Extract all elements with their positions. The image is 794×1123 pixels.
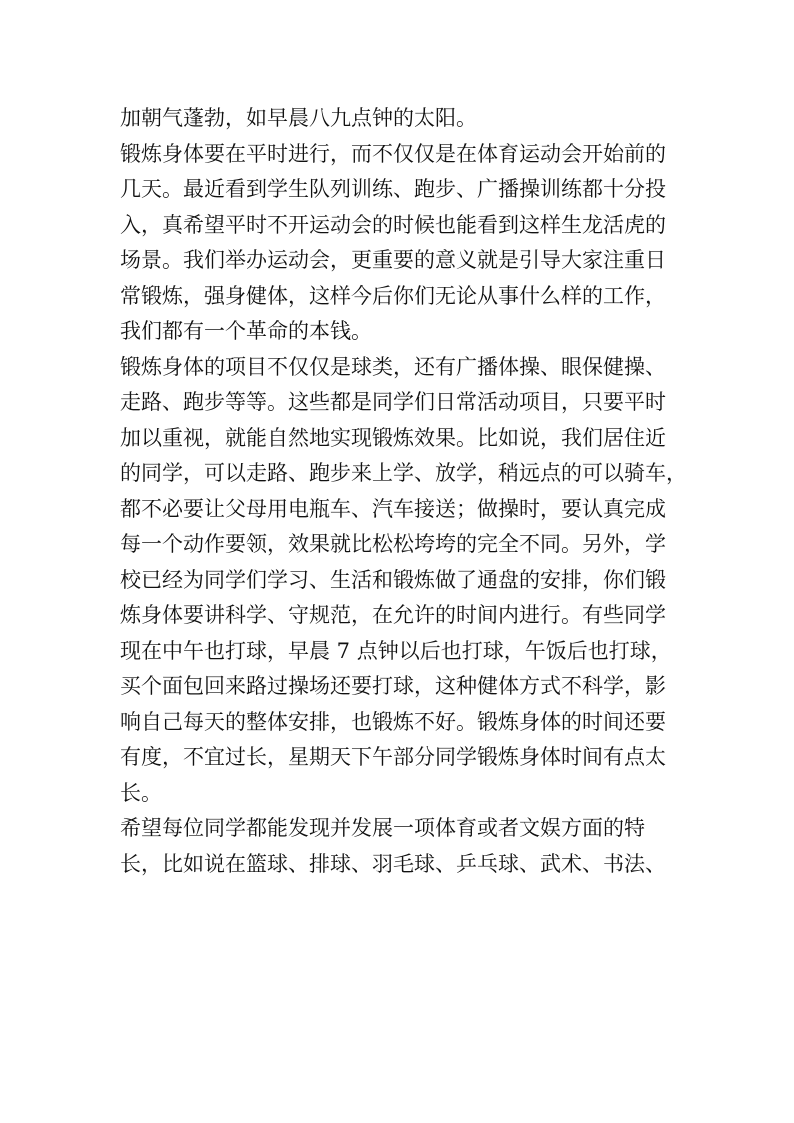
text-line: 长。 [120, 780, 162, 805]
text-line: 常锻炼，强身健体，这样今后你们无论从事什么样的工作， [120, 283, 666, 308]
text-line: 加以重视，就能自然地实现锻炼效果。比如说，我们居住近 [120, 425, 666, 450]
text-line: 每一个动作要领，效果就比松松垮垮的完全不同。另外，学 [120, 532, 666, 556]
text-line: 现在中午也打球，早晨 7 点钟以后也打球，午饭后也打球， [120, 638, 672, 663]
text-line: 都不必要让父母用电瓶车、汽车接送；做操时，要认真完成 [120, 496, 666, 521]
text-line: 希望每位同学都能发现并发展一项体育或者文娱方面的特 [120, 816, 645, 840]
text-line: 锻炼身体要在平时进行，而不仅仅是在体育运动会开始前的 [120, 141, 666, 166]
text-line: 几天。最近看到学生队列训练、跑步、广播操训练都十分投 [120, 177, 666, 201]
text-line: 炼身体要讲科学、守规范，在允许的时间内进行。有些同学 [120, 603, 666, 627]
text-line: 校已经为同学们学习、生活和锻炼做了通盘的安排，你们锻 [120, 567, 666, 592]
text-line: 响自己每天的整体安排，也锻炼不好。锻炼身体的时间还要 [120, 709, 666, 734]
text-line: 加朝气蓬勃，如早晨八九点钟的太阳。 [120, 106, 477, 130]
text-line: 的同学，可以走路、跑步来上学、放学，稍远点的可以骑车， [120, 461, 687, 485]
text-line: 场景。我们举办运动会，更重要的意义就是引导大家注重日 [120, 248, 666, 272]
text-line: 买个面包回来路过操场还要打球，这种健体方式不科学，影 [120, 674, 666, 698]
text-line: 锻炼身体的项目不仅仅是球类，还有广播体操、眼保健操、 [120, 354, 666, 379]
body-text [120, 101, 690, 882]
text-line: 有度，不宜过长，星期天下午部分同学锻炼身体时间有点太 [120, 745, 666, 769]
text-line: 我们都有一个革命的本钱。 [120, 319, 372, 343]
text-line: 走路、跑步等等。这些都是同学们日常活动项目，只要平时 [120, 390, 666, 414]
text-line: 长，比如说在篮球、排球、羽毛球、乒乓球、武术、书法、 [120, 851, 666, 876]
text-line: 入，真希望平时不开运动会的时候也能看到这样生龙活虎的 [120, 212, 666, 237]
